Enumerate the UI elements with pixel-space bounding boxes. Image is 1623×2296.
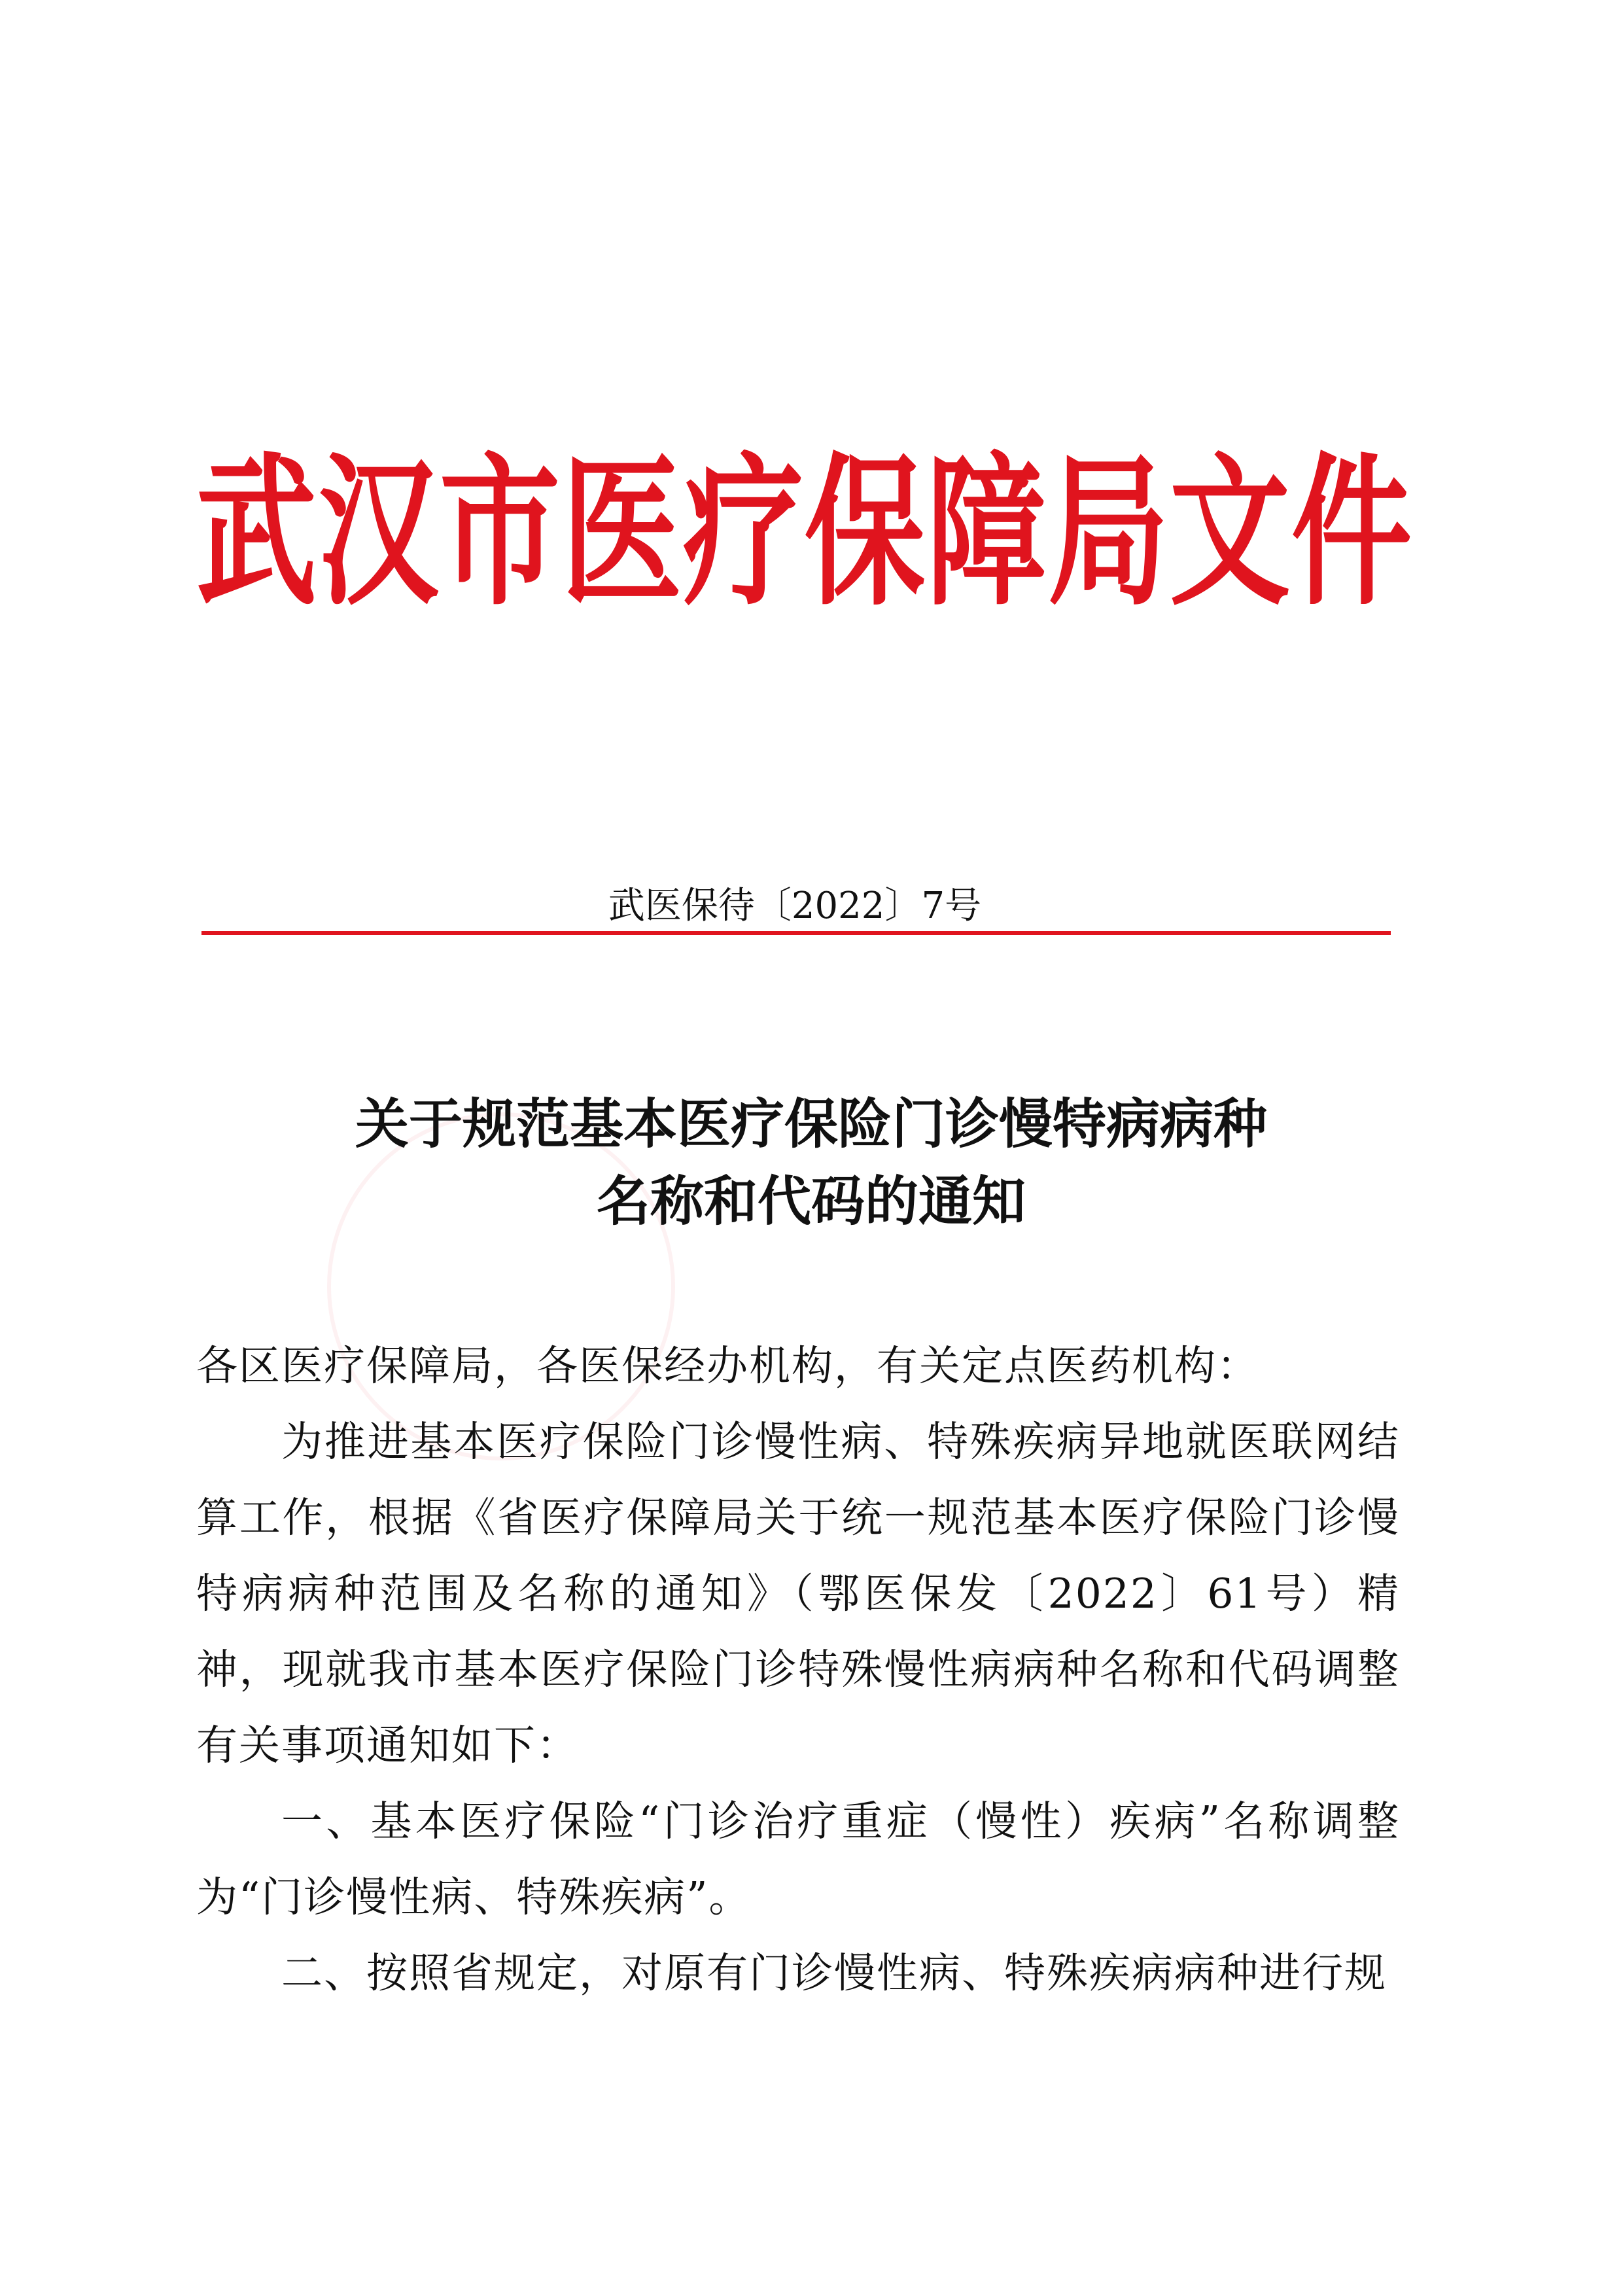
salutation: 各区医疗保障局，各医保经办机构，有关定点医药机构： — [196, 1342, 1259, 1390]
body-paragraph-1: 为推进基本医疗保险门诊慢性病、特殊疾病异地就医联网结算工作，根据《省医疗保障局关于统一规范基本医疗保险门诊慢特病病种范围及名称的通知》（鄂医保发〔2022〕61号）精神，现就我市基本医疗保险门诊特殊慢性病病种名称和代码调整有关事项通知如下： — [196, 1418, 1400, 1769]
notice-title — [196, 1086, 1426, 1241]
body-paragraph-3: 二、按照省规定，对原有门诊慢性病、特殊疾病病种进行规 — [281, 1949, 1387, 1997]
document-number: 武医保待〔2022〕7号 — [608, 885, 982, 927]
notice-title-line-2: 名称和代码的通知 — [596, 1171, 1026, 1233]
body-paragraph-2: 一、基本医疗保险“门诊治疗重症（慢性）疾病”名称调整为“门诊慢性病、特殊疾病”。 — [196, 1797, 1400, 1921]
document-body — [196, 1328, 1400, 2011]
document-header-title: 武汉市医疗保障局文件 — [196, 438, 1414, 628]
notice-title-line-1: 关于规范基本医疗保险门诊慢特病病种 — [355, 1093, 1267, 1156]
red-divider-line — [201, 931, 1391, 935]
